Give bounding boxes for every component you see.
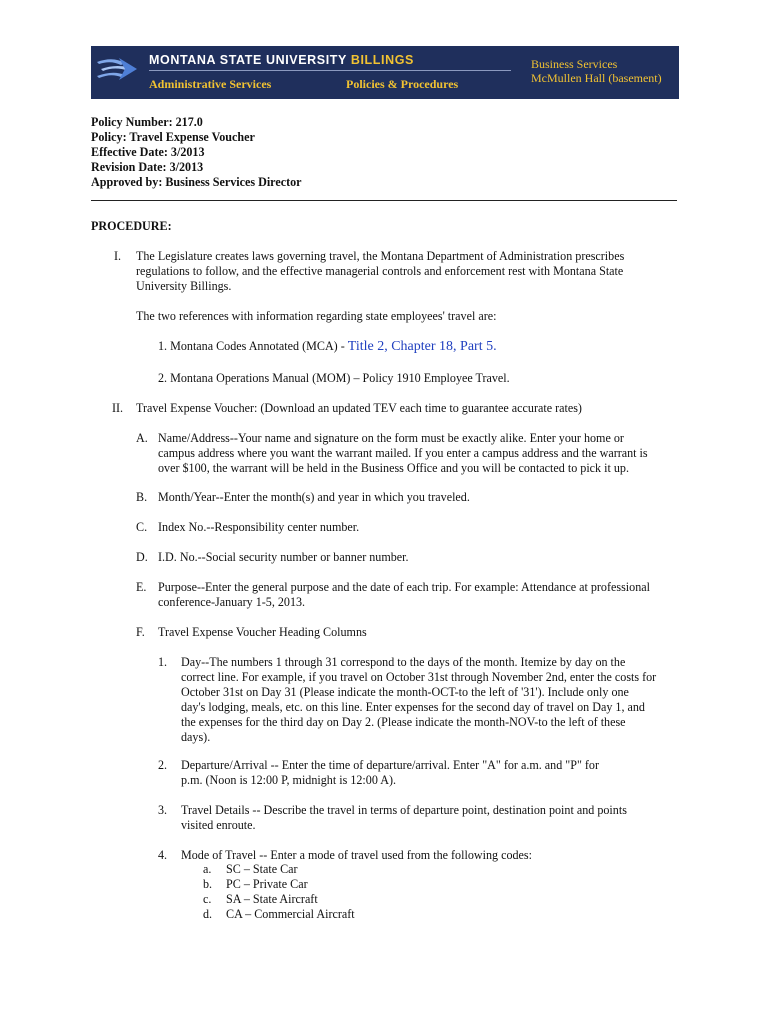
- item-c-text: Index No.--Responsibility center number.: [158, 520, 360, 534]
- subitem-1-line-1: Day--The numbers 1 through 31 correspond to the days of the month. Itemize by day on the: [181, 655, 626, 669]
- subitem-2-number: 2.: [158, 758, 168, 772]
- item-a-line-1: Name/Address--Your name and signature on the form must be exactly alike. Enter your home or: [158, 431, 624, 445]
- code-a-letter: a.: [203, 862, 212, 876]
- subitem-4-number: 4.: [158, 848, 168, 862]
- item-a-line-3: over $100, the warrant will be held in the Business Office and you will be contacted to pick it up.: [158, 461, 629, 475]
- code-d-text: CA – Commercial Aircraft: [226, 907, 355, 921]
- office-location: McMullen Hall (basement): [531, 71, 662, 85]
- item-f-letter: F.: [136, 625, 145, 639]
- subitem-1-line-5: the expenses for the third day on Day 2. (Please indicate the month-NOV-to the left of these: [181, 715, 626, 729]
- section-1-line-1: The Legislature creates laws governing travel, the Montana Department of Administration prescribes: [136, 249, 625, 263]
- item-e-line-2: conference-January 1-5, 2013.: [158, 595, 306, 609]
- section-2-numeral: II.: [112, 401, 124, 415]
- subitem-1-line-3: October 31st on Day 31 (Please indicate the month-OCT-to the left of '31'). Include only one: [181, 685, 629, 699]
- code-a-text: SC – State Car: [226, 862, 298, 876]
- header-banner: [91, 46, 679, 99]
- item-d-letter: D.: [136, 550, 148, 564]
- item-e-line-1: Purpose--Enter the general purpose and the date of each trip. For example: Attendance at professional: [158, 580, 650, 594]
- subitem-1-line-6: days).: [181, 730, 211, 744]
- subitem-1-line-4: day's lodging, meals, etc. on this line. Enter expenses for the second day of travel on Day 1, and: [181, 700, 645, 714]
- code-d-letter: d.: [203, 907, 213, 921]
- section-name: Policies & Procedures: [346, 77, 459, 91]
- code-c-text: SA – State Aircraft: [226, 892, 318, 906]
- code-c-letter: c.: [203, 892, 212, 906]
- policy-header: [91, 115, 302, 190]
- section-2-title: Travel Expense Voucher: (Download an updated TEV each time to guarantee accurate rates): [136, 401, 582, 415]
- item-c-letter: C.: [136, 520, 148, 534]
- reference-1: [158, 339, 497, 354]
- code-b-text: PC – Private Car: [226, 877, 308, 891]
- msub-swoosh-logo-icon: [95, 54, 139, 84]
- code-b-letter: b.: [203, 877, 213, 891]
- item-b-letter: B.: [136, 490, 148, 504]
- effective-date: Effective Date: 3/2013: [91, 145, 205, 159]
- subitem-1-line-2: correct line. For example, if you travel on October 31st through November 2nd, enter the costs for: [181, 670, 657, 684]
- reference-2: 2. Montana Operations Manual (MOM) – Policy 1910 Employee Travel.: [158, 371, 510, 385]
- mca-link[interactable]: Title 2, Chapter 18, Part 5.: [347, 339, 497, 354]
- item-f-text: Travel Expense Voucher Heading Columns: [158, 625, 367, 639]
- university-campus: BILLINGS: [350, 53, 414, 67]
- subitem-4-text: Mode of Travel -- Enter a mode of travel used from the following codes:: [181, 848, 532, 862]
- subitem-1-number: 1.: [158, 655, 168, 669]
- university-name: MONTANA STATE UNIVERSITY BILLINGS: [149, 53, 414, 67]
- policy-title: Policy: Travel Expense Voucher: [91, 130, 255, 144]
- revision-date: Revision Date: 3/2013: [91, 160, 204, 174]
- department-name: Administrative Services: [149, 77, 272, 91]
- subitem-2-line-1: Departure/Arrival -- Enter the time of departure/arrival. Enter "A" for a.m. and "P" for: [181, 758, 600, 772]
- subitem-2-line-2: p.m. (Noon is 12:00 P, midnight is 12:00 A).: [181, 773, 397, 787]
- approved-by: Approved by: Business Services Director: [91, 175, 302, 189]
- references-intro: The two references with information regarding state employees' travel are:: [136, 309, 497, 323]
- subitem-3-number: 3.: [158, 803, 168, 817]
- item-b-text: Month/Year--Enter the month(s) and year in which you traveled.: [158, 490, 470, 504]
- reference-1-label: 1. Montana Codes Annotated (MCA) -: [158, 339, 348, 353]
- item-d-text: I.D. No.--Social security number or banner number.: [158, 550, 409, 564]
- subitem-3-line-2: visited enroute.: [181, 818, 256, 832]
- policy-number: Policy Number: 217.0: [91, 115, 203, 129]
- section-1-line-2: regulations to follow, and the effective managerial controls and enforcement rest with Montana State: [136, 264, 624, 278]
- office-name: Business Services: [531, 57, 618, 71]
- item-e-letter: E.: [136, 580, 147, 594]
- procedure-heading: PROCEDURE:: [91, 219, 172, 233]
- section-1-numeral: I.: [114, 249, 122, 263]
- section-1-line-3: University Billings.: [136, 279, 232, 293]
- item-a-line-2: campus address where you want the warrant mailed. If you enter a campus address and the warrant is: [158, 446, 648, 460]
- item-a-letter: A.: [136, 431, 148, 445]
- header-divider: [91, 200, 677, 201]
- subitem-3-line-1: Travel Details -- Describe the travel in terms of departure point, destination point and points: [181, 803, 627, 817]
- banner-divider: [149, 70, 511, 71]
